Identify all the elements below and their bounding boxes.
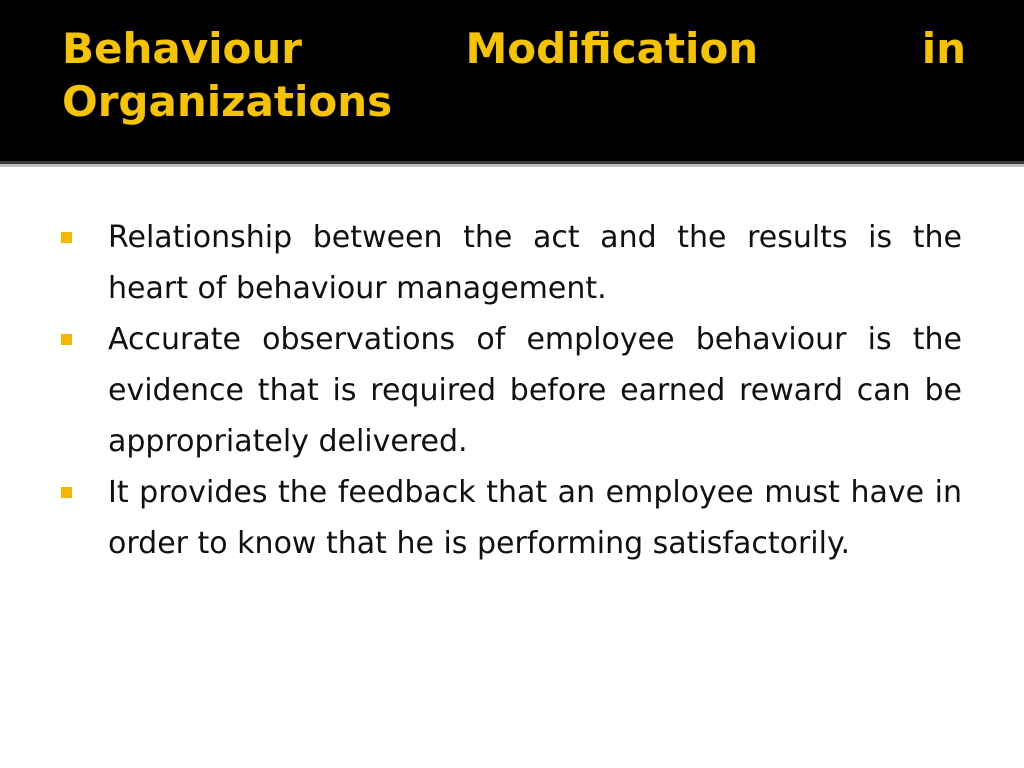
bullet-text: Accurate observations of employee behaviour is the evidence that is required before earned reward can be appropriately delivered. (108, 322, 962, 459)
square-bullet-icon (61, 232, 72, 243)
square-bullet-icon (61, 334, 72, 345)
title-divider-light (0, 164, 1024, 167)
bullet-item (56, 467, 962, 569)
bullet-item (56, 314, 962, 467)
bullet-text: It provides the feedback that an employee must have in order to know that he is performing satisfactorily. (108, 475, 962, 561)
bullet-item (56, 212, 962, 314)
bullet-text: Relationship between the act and the results is the heart of behaviour management. (108, 220, 962, 306)
square-bullet-icon (61, 487, 72, 498)
slide-title: Behaviour Modification in Organizations (62, 24, 966, 126)
title-band (0, 0, 1024, 161)
bullet-list (56, 212, 962, 569)
